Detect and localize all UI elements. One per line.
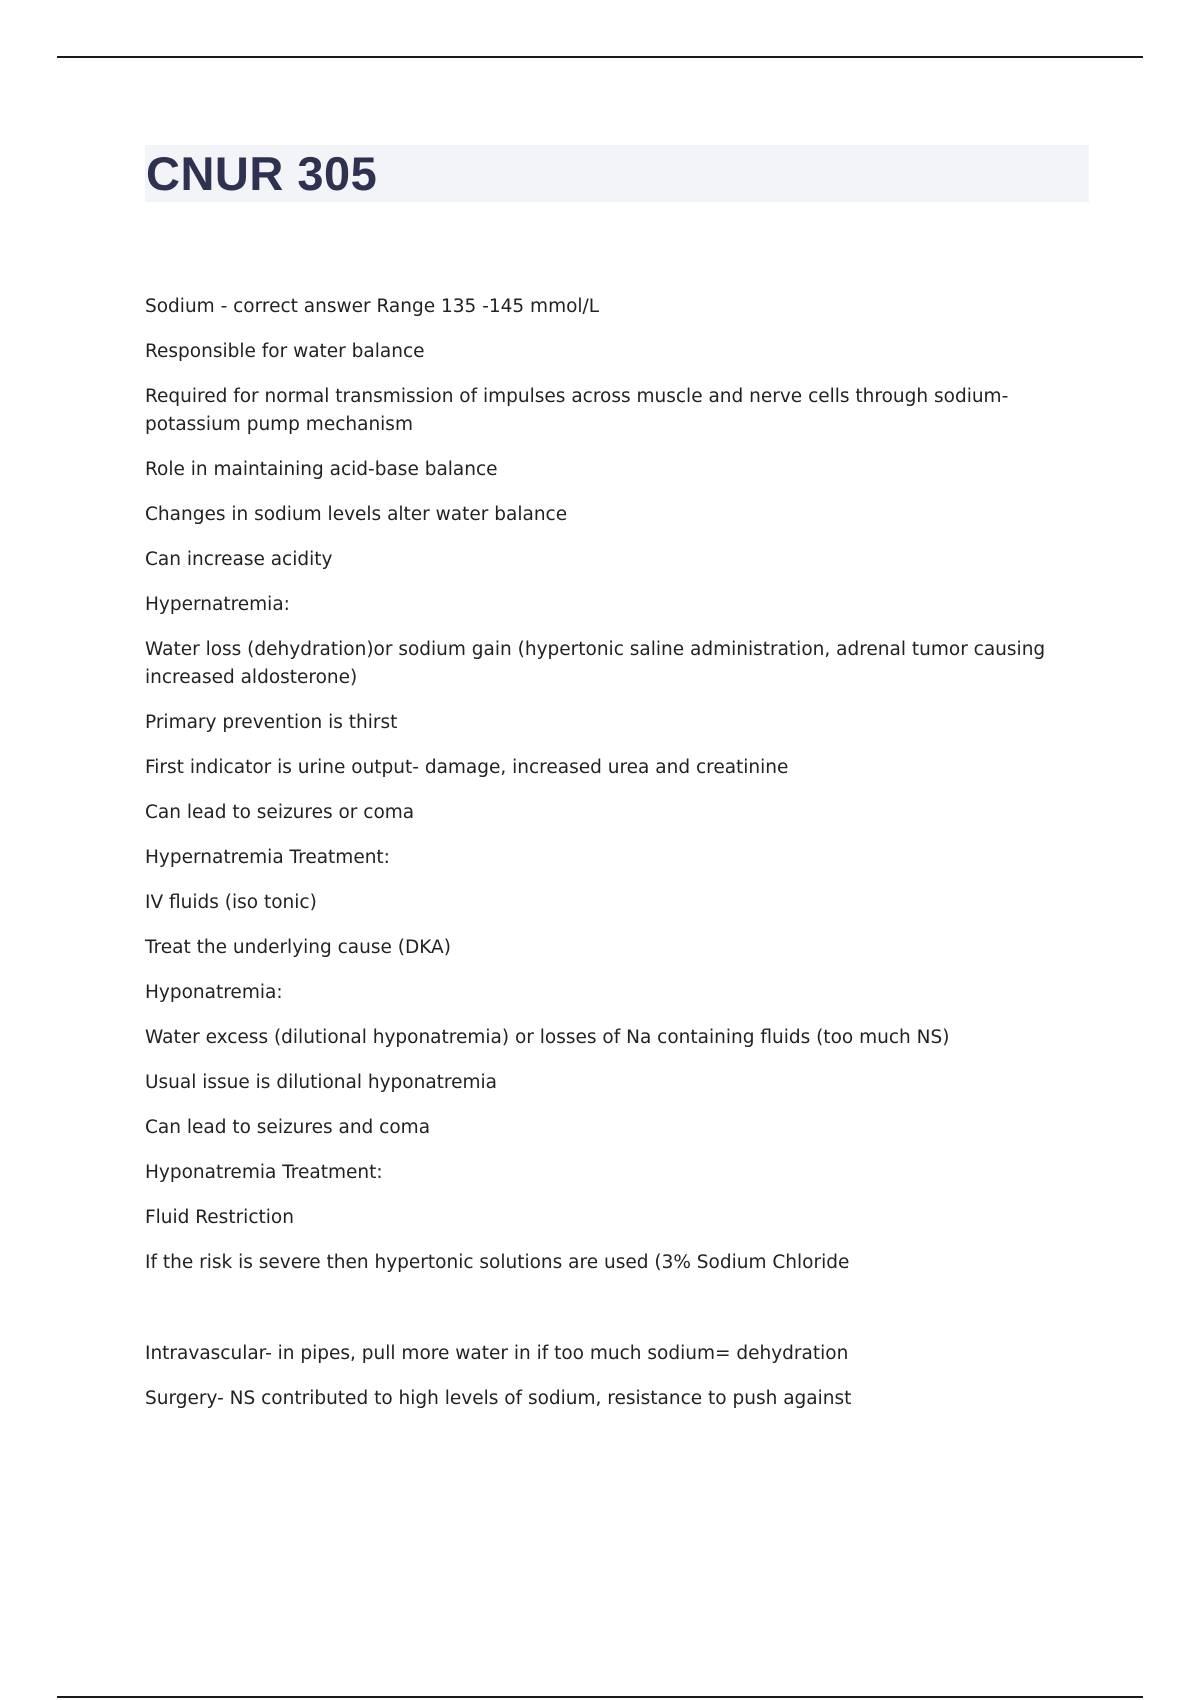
section-heading: Hypernatremia: (145, 594, 290, 615)
paragraph: Intravascular- in pipes, pull more water in if too much sodium= dehydration (145, 1343, 849, 1364)
section-heading: Hyponatremia Treatment: (145, 1162, 383, 1183)
paragraph: Treat the underlying cause (DKA) (145, 937, 451, 958)
paragraph: Required for normal transmission of impulses across muscle and nerve cells through sodium-potassium pump mechanism (145, 386, 1009, 435)
section-heading: Hyponatremia: (145, 982, 283, 1003)
paragraph: Usual issue is dilutional hyponatremia (145, 1072, 497, 1093)
document-body (145, 293, 1085, 1430)
paragraph: Primary prevention is thirst (145, 712, 398, 733)
paragraph: Water excess (dilutional hyponatremia) or losses of Na containing fluids (too much NS) (145, 1027, 950, 1048)
footer-rule (57, 1696, 1143, 1698)
paragraph: Can increase acidity (145, 549, 333, 570)
paragraph: Role in maintaining acid-base balance (145, 459, 498, 480)
paragraph: First indicator is urine output- damage, increased urea and creatinine (145, 757, 789, 778)
section-heading: Hypernatremia Treatment: (145, 847, 390, 868)
paragraph: Can lead to seizures or coma (145, 802, 415, 823)
paragraph: Can lead to seizures and coma (145, 1117, 431, 1138)
header-rule (57, 56, 1143, 58)
paragraph: If the risk is severe then hypertonic solutions are used (3% Sodium Chloride (145, 1252, 850, 1273)
paragraph: Responsible for water balance (145, 341, 425, 362)
page-title: CNUR 305 (146, 147, 378, 200)
paragraph: Fluid Restriction (145, 1207, 294, 1228)
paragraph: Water loss (dehydration)or sodium gain (hypertonic saline administration, adrenal tumor causing increased aldosterone) (145, 639, 1046, 688)
paragraph: Changes in sodium levels alter water balance (145, 504, 568, 525)
paragraph: IV fluids (iso tonic) (145, 892, 317, 913)
paragraph: Sodium - correct answer Range 135 -145 mmol/L (145, 296, 600, 317)
paragraph: Surgery- NS contributed to high levels of sodium, resistance to push against (145, 1388, 852, 1409)
